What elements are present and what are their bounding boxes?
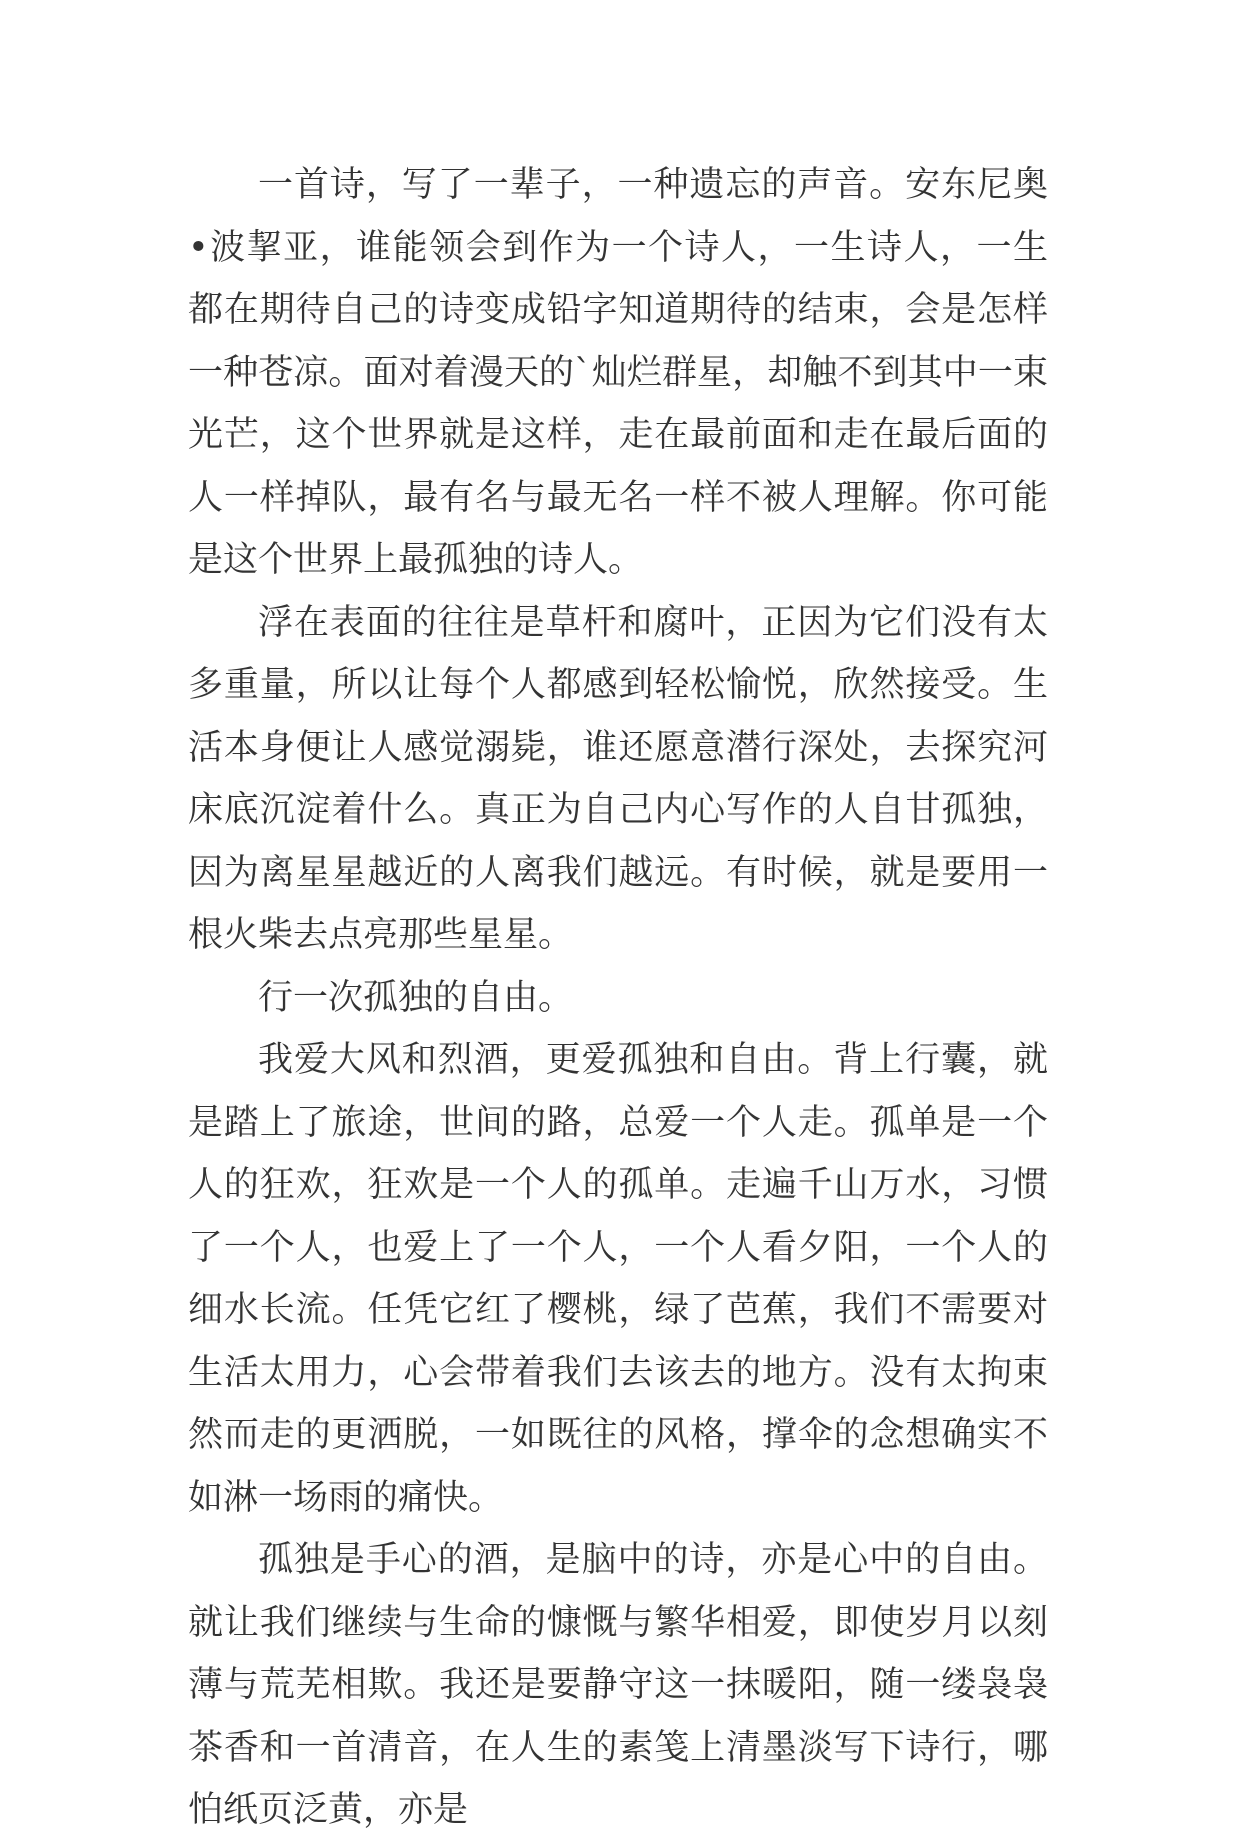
paragraph-surface: 浮在表面的往往是草杆和腐叶，正因为它们没有太多重量，所以让每个人都感到轻松愉悦，欣然接受。生活本身便让人感觉溺毙，谁还愿意潜行深处，去探究河床底沉淀着什么。真正为自己内心写作的人自甘孤独，因为离星星越近的人离我们越远。有时候，就是要用一根火柴去点亮那些星星。 <box>188 602 1048 955</box>
paragraph-wind-and-wine: 我爱大风和烈酒，更爱孤独和自由。背上行囊，就是踏上了旅途，世间的路，总爱一个人走。孤单是一个人的狂欢，狂欢是一个人的孤单。走遍千山万水，习惯了一个人，也爱上了一个人，一个人看夕阳，一个人的细水长流。任凭它红了樱桃，绿了芭蕉，我们不需要对生活太用力，心会带着我们去该去的地方。没有太拘束然而走的更洒脱，一如既往的风格，撑伞的念想确实不如淋一场雨的痛快。 <box>188 1040 1048 1518</box>
document-body <box>188 154 1048 1842</box>
paragraph-solitude: 孤独是手心的酒，是脑中的诗，亦是心中的自由。就让我们继续与生命的慷慨与繁华相爱，即使岁月以刻薄与荒芜相欺。我还是要静守这一抹暖阳，随一缕袅袅茶香和一首清音，在人生的素笺上清墨淡写下诗行，哪怕纸页泛黄，亦是 <box>188 1540 1048 1830</box>
paragraph-poet: 一首诗，写了一辈子，一种遗忘的声音。安东尼奥•波挈亚，谁能领会到作为一个诗人，一生诗人，一生都在期待自己的诗变成铅字知道期待的结束，会是怎样一种苍凉。面对着漫天的`灿烂群星，却触不到其中一束光芒，这个世界就是这样，走在最前面和走在最后面的人一样掉队，最有名与最无名一样不被人理解。你可能是这个世界上最孤独的诗人。 <box>188 165 1048 580</box>
paragraph-freedom-line: 行一次孤独的自由。 <box>258 977 574 1018</box>
